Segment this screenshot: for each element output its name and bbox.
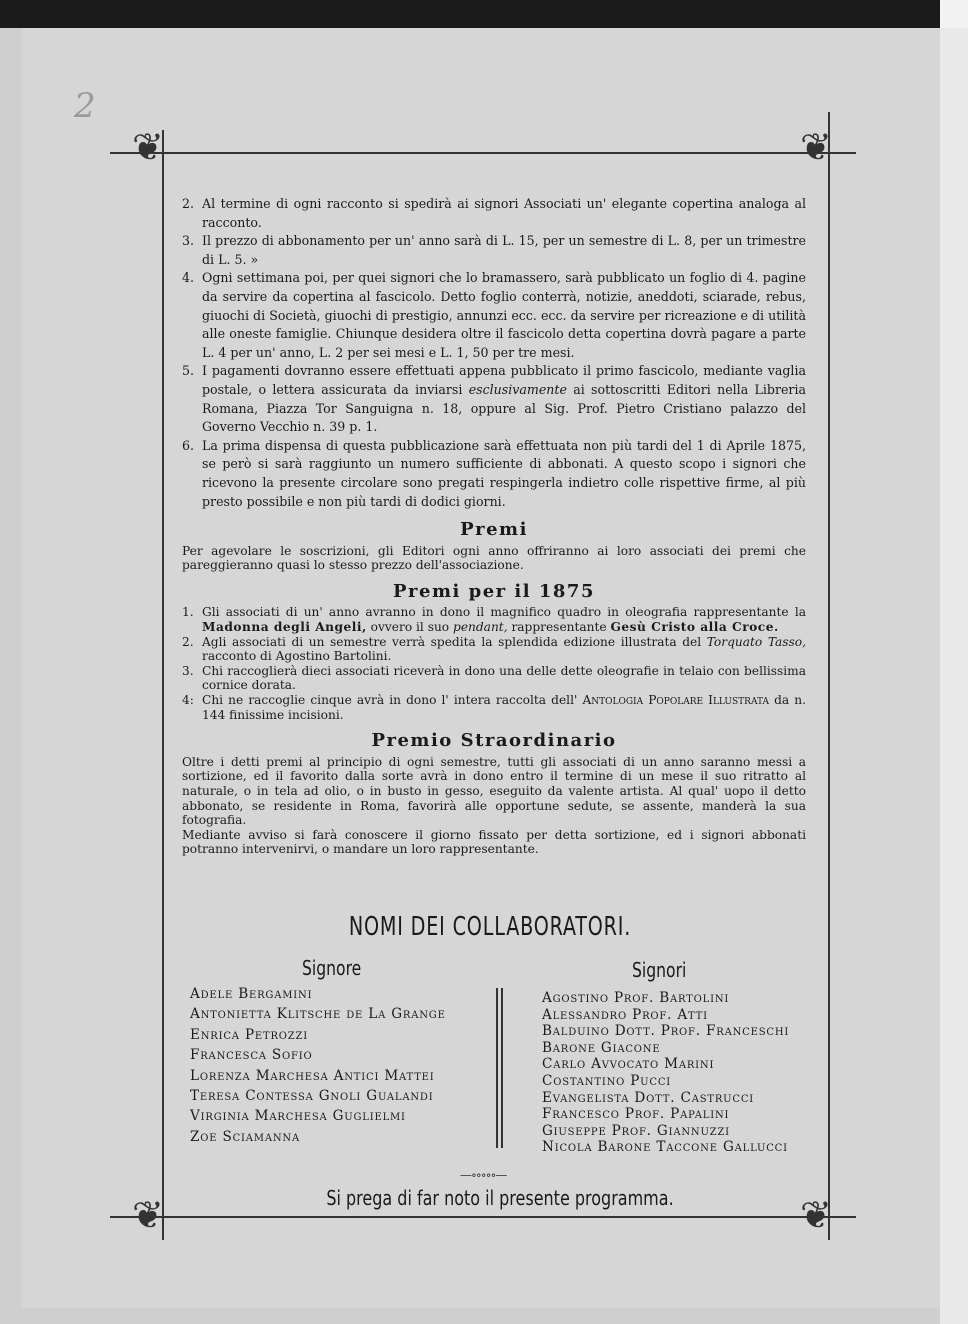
- collaborator-name: Enrica Petrozzi: [190, 1026, 309, 1043]
- corner-ornament-icon: ❦: [132, 125, 164, 169]
- collaborator-name: Carlo Avvocato Marini: [542, 1056, 715, 1073]
- page-number: 2: [74, 86, 96, 126]
- collaborator-name: Zoe Sciamanna: [190, 1128, 300, 1145]
- scan-right-border: [940, 28, 968, 1324]
- collaborator-name: Evangelista Dott. Castrucci: [542, 1089, 755, 1106]
- scan-top-border: [0, 0, 968, 28]
- separator-ornament-icon: —∘∘∘∘∘—: [460, 1168, 507, 1182]
- frame-top-line: [110, 152, 856, 154]
- list-item: 1. Gli associati di un' anno avranno in dono il magnifico quadro in oleografia rappresentante la Madonna degli Angeli, ovvero il suo pendant, rappresentante Gesù Cristo alla Croce.: [182, 605, 806, 635]
- frame-bottom-line: [110, 1216, 856, 1218]
- list-item: 4. Ogni settimana poi, per quei signori che lo bramassero, sarà pubblicato un foglio di 4. pagine da servire da copertina al fascicolo. Detto foglio conterrà, notizie, aneddoti, sciarade, rebus, giuochi di Società, giuochi di prestigio, annunzi ecc. ecc. da servire per ricreazione e di utilità alle oneste famiglie. Chiunque desidera oltre il fascicolo detta copertina dovrà pagare a parte L. 4 per un' anno, L. 2 per sei mesi e L. 1, 50 per tre mesi.: [182, 270, 806, 360]
- corner-ornament-icon: ❦: [800, 1193, 832, 1237]
- collaborator-name: Alessandro Prof. Atti: [542, 1006, 708, 1023]
- collaborator-name: Balduino Dott. Prof. Franceschi: [542, 1023, 790, 1040]
- collaborator-name: Francesca Sofio: [190, 1047, 313, 1064]
- list-item: 5. I pagamenti dovranno essere effettuati appena pubblicato il primo fascicolo, mediante vaglia postale, o lettera assicurata da inviarsi esclusivamente ai sottoscritti Editori nella Libreria Romana, Piazza Tor Sanguigna n. 18, oppure al Sig. Prof. Pietro Cristiano palazzo del Governo Vecchio n. 39 p. 1.: [182, 363, 806, 435]
- signore-list: [190, 984, 490, 1147]
- column-divider: [501, 988, 503, 1148]
- collaborator-name: Costantino Pucci: [542, 1072, 672, 1089]
- section-title-premi-1875: Premi per il 1875: [393, 580, 595, 602]
- collaborator-name: Francesco Prof. Papalini: [542, 1106, 730, 1123]
- list-item: 2. Agli associati di un semestre verrà spedita la splendida edizione illustrata del Torquato Tasso, racconto di Agostino Bartolini.: [182, 634, 807, 664]
- collaborator-name: Lorenza Marchesa Antici Mattei: [190, 1067, 435, 1084]
- straordinario-text-1: Oltre i detti premi al principio di ogni semestre, tutti gli associati di un anno saranno messi a sortizione, ed il favorito dalla sorte avrà in dono entro il termine di un mese il suo ritratto al naturale, o in tela ad olio, o in busto in gesso, eseguito da valente artista. Al qual' uopo il detto abbonato, se residente in Roma, favorirà alle opportune sedute, se assente, manderà la sua fotografia.: [182, 754, 806, 828]
- main-text: [182, 195, 806, 857]
- signore-heading: Signore: [302, 956, 362, 980]
- scan-corner: [940, 0, 968, 28]
- collaborator-name: Nicola Barone Taccone Gallucci: [542, 1139, 788, 1156]
- signori-list: [542, 990, 822, 1156]
- collaborator-name: Teresa Contessa Gnoli Gualandi: [190, 1088, 434, 1105]
- list-item: 3. Il prezzo di abbonamento per un' anno sarà di L. 15, per un semestre di L. 8, per un trimestre di L. 5. »: [182, 233, 806, 267]
- list-item: 6. La prima dispensa di questa pubblicazione sarà effettuata non più tardi del 1 di Aprile 1875, se però si sarà raggiunto un numero sufficiente di abbonati. A questo scopo i signori che ricevono la presente circolare sono pregati respingerla indietro colle rispettive firme, al più presto possibile e non più tardi di dodici giorni.: [182, 437, 806, 509]
- premi-text: Per agevolare le soscrizioni, gli Editori ogni anno offriranno ai loro associati dei premi che pareggieranno quasi lo stesso prezzo dell'associazione.: [182, 543, 806, 573]
- collaborator-name: Giuseppe Prof. Giannuzzi: [542, 1122, 730, 1139]
- collaborator-name: Agostino Prof. Bartolini: [542, 990, 730, 1006]
- corner-ornament-icon: ❦: [132, 1193, 164, 1237]
- collaborator-name: Antonietta Klitsche de La Grange: [190, 1006, 446, 1023]
- collaborators-title: NOMI DEI COLLABORATORI.: [348, 912, 632, 942]
- frame-left-line: [162, 130, 164, 1240]
- corner-ornament-icon: ❦: [800, 125, 832, 169]
- collaborator-name: Barone Giacone: [542, 1039, 661, 1056]
- straordinario-text-2: Mediante avviso si farà conoscere il giorno fissato per detta sortizione, ed i signori abbonati potranno intervenirvi, o mandare un loro rappresentante.: [182, 827, 806, 857]
- list-item: 4: Chi ne raccoglie cinque avrà in dono l' intera raccolta dell' Antologia Popolare Illustrata da n. 144 finissime incisioni.: [182, 693, 806, 722]
- list-item: 2. Al termine di ogni racconto si spedirà ai signori Associati un' elegante copertina analoga al racconto.: [182, 196, 806, 230]
- footer-note: Si prega di far noto il presente programma.: [326, 1186, 674, 1210]
- section-title-straordinario: Premio Straordinario: [371, 730, 617, 752]
- frame-right-line: [828, 112, 830, 1240]
- collaborator-name: Virginia Marchesa Guglielmi: [190, 1108, 406, 1125]
- section-title-premi: Premi: [460, 519, 528, 541]
- signori-heading: Signori: [632, 958, 687, 982]
- collaborator-name: Adele Bergamini: [190, 986, 313, 1002]
- list-item: 3. Chi raccoglierà dieci associati riceverà in dono una delle dette oleografie in telaio con bellissima cornice dorata.: [182, 663, 806, 693]
- column-divider: [496, 988, 498, 1148]
